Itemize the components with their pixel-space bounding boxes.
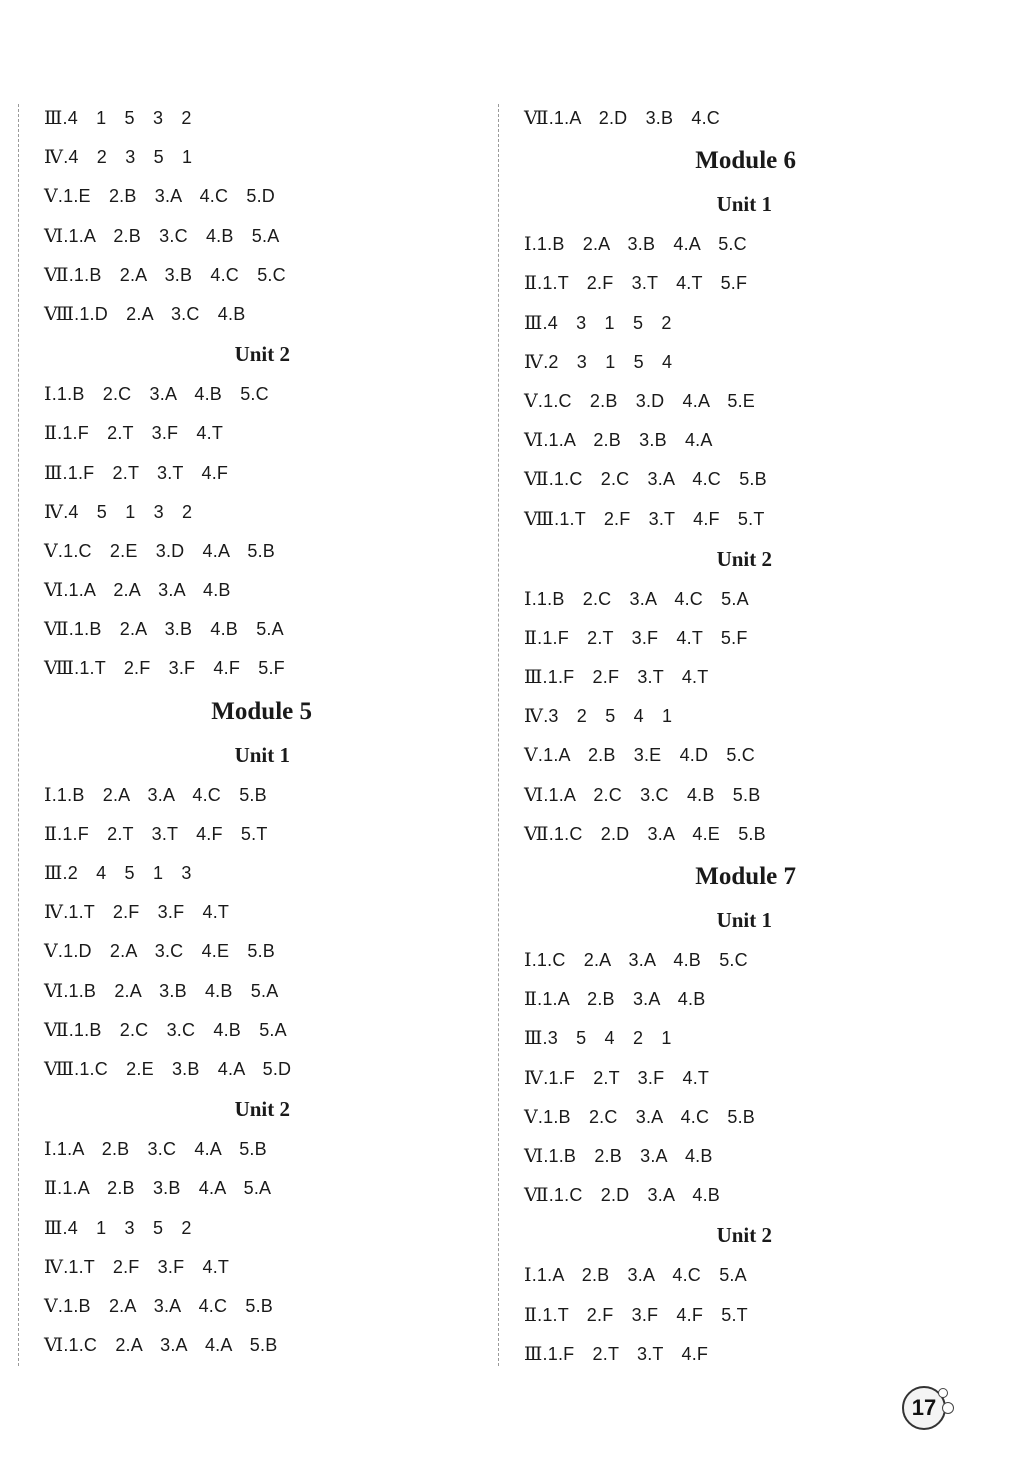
answer-line	[44, 1287, 484, 1326]
answer-text: .1.B 2.C 3.A 4.B 5.C	[51, 384, 269, 405]
answer-line	[524, 421, 964, 460]
answer-text: .1.F 2.T 3.F 4.T	[543, 1067, 710, 1088]
answer-text: .1.C 2.C 3.A 4.C 5.B	[548, 469, 767, 490]
answer-line	[524, 697, 964, 736]
page-number: 17	[911, 1395, 937, 1420]
answer-line	[44, 649, 484, 688]
section-numeral: Ⅴ	[44, 186, 58, 208]
answer-line	[44, 1011, 484, 1050]
answer-text: .1.C 2.E 3.B 4.A 5.D	[74, 1058, 292, 1079]
answer-line	[44, 1130, 484, 1169]
answer-line	[524, 1098, 964, 1137]
section-numeral: Ⅶ	[44, 264, 69, 286]
answer-text: .1.A 2.A 3.A 4.B	[63, 580, 231, 601]
section-numeral: Ⅶ	[524, 1185, 549, 1207]
answer-text: .4 1 5 3 2	[62, 108, 192, 128]
answer-text: .4 3 1 5 2	[542, 312, 672, 333]
section-numeral: Ⅲ	[44, 1217, 63, 1239]
answer-text: .2 4 5 1 3	[62, 863, 192, 883]
column-divider	[498, 104, 499, 1366]
section-numeral: Ⅵ	[44, 225, 64, 247]
section-numeral: Ⅶ	[524, 469, 549, 491]
answer-text: .1.B 2.A 3.B 4.A 5.C	[531, 234, 747, 255]
answer-line	[44, 177, 484, 216]
answer-text: .1.B 2.A 3.B 4.C 5.C	[68, 264, 286, 285]
section-numeral: Ⅲ	[524, 312, 543, 334]
section-numeral: Ⅲ	[524, 667, 543, 689]
answer-line	[524, 941, 964, 980]
answer-text: .1.B 2.C 3.A 4.C 5.B	[537, 1106, 756, 1127]
answer-line	[524, 1137, 964, 1176]
section-numeral: Ⅰ	[44, 784, 52, 806]
answer-line	[524, 1296, 964, 1335]
answer-text: .1.B 2.A 3.A 4.C 5.B	[51, 784, 267, 805]
answer-line	[44, 99, 484, 138]
section-numeral: Ⅰ	[524, 1265, 532, 1287]
section-numeral: Ⅶ	[44, 619, 69, 641]
section-numeral: Ⅱ	[44, 823, 58, 845]
left-margin-rule	[18, 104, 19, 1366]
unit-heading: Unit 1	[716, 908, 772, 932]
answer-line	[524, 658, 964, 697]
answer-text: .1.C 2.E 3.D 4.A 5.B	[57, 540, 276, 561]
answer-line	[524, 1256, 964, 1295]
section-numeral: Ⅵ	[524, 430, 544, 452]
section-numeral: Ⅳ	[524, 706, 544, 728]
section-numeral: Ⅲ	[44, 108, 63, 129]
answer-text: .1.A 2.B 3.B 4.A	[543, 430, 713, 451]
section-numeral: Ⅱ	[44, 1178, 58, 1200]
section-numeral: Ⅶ	[44, 1019, 69, 1041]
section-numeral: Ⅲ	[44, 863, 63, 884]
answer-line	[44, 776, 484, 815]
section-numeral: Ⅷ	[44, 303, 75, 325]
unit-heading: Unit 1	[234, 742, 290, 767]
answer-text: .4 5 1 3 2	[63, 501, 193, 522]
module-heading: Module 6	[695, 147, 796, 175]
answer-line	[524, 1335, 964, 1374]
section-numeral: Ⅴ	[524, 1106, 538, 1128]
answer-line	[524, 1176, 964, 1215]
section-numeral: Ⅵ	[524, 1145, 544, 1167]
section-numeral: Ⅶ	[524, 823, 549, 845]
answer-line	[524, 343, 964, 382]
page-number-badge	[902, 1386, 952, 1430]
section-numeral: Ⅲ	[524, 1028, 543, 1050]
answer-line	[44, 815, 484, 854]
answer-text: .4 1 3 5 2	[62, 1217, 192, 1238]
answer-text: .1.T 2.F 3.T 4.T 5.F	[537, 273, 748, 294]
unit-heading: Unit 2	[716, 1223, 772, 1248]
answer-text: .1.A 2.B 3.C 4.B 5.A	[63, 225, 280, 246]
answer-line	[44, 454, 484, 493]
answer-text: .1.A 2.B 3.A 4.C 5.A	[531, 1265, 747, 1286]
answer-text: .1.D 2.A 3.C 4.E 5.B	[57, 941, 276, 962]
answer-line	[44, 1326, 484, 1365]
section-numeral: Ⅳ	[44, 501, 64, 523]
answer-text: .1.B 2.C 3.A 4.C 5.A	[531, 588, 749, 609]
answer-line	[44, 217, 484, 256]
answer-line	[524, 460, 964, 499]
answer-text: .3 5 4 2 1	[542, 1028, 672, 1049]
module-heading: Module 7	[695, 863, 796, 890]
answer-line	[44, 972, 484, 1011]
section-numeral: Ⅳ	[44, 902, 64, 924]
section-numeral: Ⅱ	[524, 627, 538, 649]
answer-text: .1.B 2.A 3.B 4.B 5.A	[68, 619, 284, 640]
section-numeral: Ⅱ	[524, 273, 538, 295]
section-numeral: Ⅲ	[524, 1343, 543, 1365]
unit-heading: Unit 2	[234, 342, 290, 367]
answer-line	[44, 138, 484, 177]
answer-text: .1.C 2.A 3.A 4.B 5.C	[531, 950, 748, 970]
answer-line	[524, 1019, 964, 1058]
answer-line	[44, 532, 484, 571]
answer-line	[44, 493, 484, 532]
section-numeral: Ⅵ	[44, 1335, 64, 1357]
answer-text: .1.D 2.A 3.C 4.B	[74, 303, 246, 324]
right-column	[524, 99, 964, 1374]
unit-heading: Unit 2	[716, 546, 772, 571]
answer-line	[44, 1169, 484, 1208]
section-numeral: Ⅳ	[524, 351, 544, 373]
answer-line	[524, 776, 964, 815]
section-numeral: Ⅲ	[44, 462, 63, 484]
answer-line	[524, 382, 964, 421]
answer-text: .1.F 2.T 3.T 4.F	[542, 1343, 709, 1364]
answer-text: .1.F 2.T 3.F 4.T 5.F	[537, 627, 748, 648]
section-numeral: Ⅳ	[44, 147, 64, 169]
answer-line	[524, 736, 964, 775]
answer-line	[44, 375, 484, 414]
answer-text: .1.B 2.A 3.A 4.C 5.B	[57, 1295, 274, 1316]
answer-line	[524, 619, 964, 658]
answer-line	[524, 225, 964, 264]
answer-text: .2 3 1 5 4	[543, 351, 673, 372]
answer-text: .1.E 2.B 3.A 4.C 5.D	[57, 186, 276, 207]
answer-text: .3 2 5 4 1	[543, 706, 673, 727]
answer-line	[524, 815, 964, 854]
section-numeral: Ⅳ	[524, 1067, 544, 1089]
answer-line	[524, 500, 964, 539]
answer-text: .1.B 2.B 3.A 4.B	[543, 1145, 713, 1166]
answer-text: .1.T 2.F 3.F 4.T	[63, 902, 230, 923]
module-heading: Module 5	[211, 697, 312, 725]
section-numeral: Ⅰ	[524, 234, 532, 256]
section-numeral: Ⅱ	[524, 1304, 538, 1326]
answer-text: .4 2 3 5 1	[63, 147, 193, 168]
answer-text: .1.C 2.D 3.A 4.E 5.B	[548, 823, 766, 844]
answer-text: .1.A 2.B 3.E 4.D 5.C	[537, 745, 756, 766]
section-numeral: Ⅷ	[44, 658, 75, 680]
answer-line	[524, 580, 964, 619]
answer-line	[44, 1209, 484, 1248]
section-numeral: Ⅶ	[524, 108, 549, 129]
answer-line	[524, 980, 964, 1019]
section-numeral: Ⅴ	[44, 941, 58, 963]
section-numeral: Ⅵ	[44, 980, 64, 1002]
answer-line	[44, 932, 484, 971]
answer-text: .1.T 2.F 3.F 4.T	[63, 1256, 230, 1277]
section-numeral: Ⅵ	[44, 580, 64, 602]
section-numeral: Ⅴ	[524, 745, 538, 767]
section-numeral: Ⅰ	[44, 1139, 52, 1161]
section-numeral: Ⅱ	[524, 989, 538, 1011]
answer-text: .1.A 2.B 3.A 4.B	[537, 989, 706, 1010]
answer-text: .1.F 2.T 3.T 4.F	[62, 462, 229, 483]
answer-line	[524, 99, 964, 138]
section-numeral: Ⅰ	[44, 384, 52, 406]
answer-line	[44, 610, 484, 649]
answer-line	[44, 893, 484, 932]
section-numeral: Ⅴ	[44, 1295, 58, 1317]
section-numeral: Ⅱ	[44, 423, 58, 445]
answer-text: .1.T 2.F 3.T 4.F 5.T	[554, 508, 765, 529]
answer-text: .1.C 2.B 3.D 4.A 5.E	[537, 390, 756, 411]
answer-line	[44, 1050, 484, 1089]
answer-line	[44, 414, 484, 453]
answer-text: .1.A 2.B 3.B 4.A 5.A	[57, 1178, 272, 1199]
answer-text: .1.B 2.C 3.C 4.B 5.A	[68, 1019, 287, 1040]
answer-text: .1.A 2.C 3.C 4.B 5.B	[543, 784, 761, 805]
answer-line	[44, 854, 484, 893]
answer-text: .1.F 2.T 3.F 4.T	[57, 423, 224, 444]
left-column	[44, 99, 484, 1365]
unit-heading: Unit 1	[716, 192, 772, 217]
answer-line	[44, 256, 484, 295]
section-numeral: Ⅷ	[524, 508, 555, 530]
section-numeral: Ⅴ	[44, 540, 58, 562]
section-numeral: Ⅰ	[524, 588, 532, 610]
answer-line	[524, 264, 964, 303]
answer-text: .1.A 2.D 3.B 4.C	[548, 108, 720, 128]
answer-text: .1.F 2.F 3.T 4.T	[542, 667, 709, 688]
answer-text: .1.T 2.F 3.F 4.F 5.T	[537, 1304, 748, 1325]
section-numeral: Ⅳ	[44, 1256, 64, 1278]
answer-line	[524, 304, 964, 343]
answer-line	[44, 571, 484, 610]
answer-text: .1.F 2.T 3.T 4.F 5.T	[57, 823, 268, 844]
answer-text: .1.A 2.B 3.C 4.A 5.B	[51, 1139, 267, 1160]
answer-text: .1.B 2.A 3.B 4.B 5.A	[63, 980, 279, 1001]
unit-heading: Unit 2	[234, 1097, 290, 1122]
answer-text: .1.C 2.A 3.A 4.A 5.B	[63, 1335, 278, 1356]
section-numeral: Ⅵ	[524, 784, 544, 806]
answer-line	[44, 295, 484, 334]
answer-line	[524, 1059, 964, 1098]
answer-text: .1.C 2.D 3.A 4.B	[548, 1185, 720, 1206]
section-numeral: Ⅷ	[44, 1058, 75, 1080]
answer-line	[44, 1248, 484, 1287]
section-numeral: Ⅰ	[524, 950, 532, 971]
section-numeral: Ⅴ	[524, 390, 538, 412]
answer-text: .1.T 2.F 3.F 4.F 5.F	[74, 658, 285, 679]
